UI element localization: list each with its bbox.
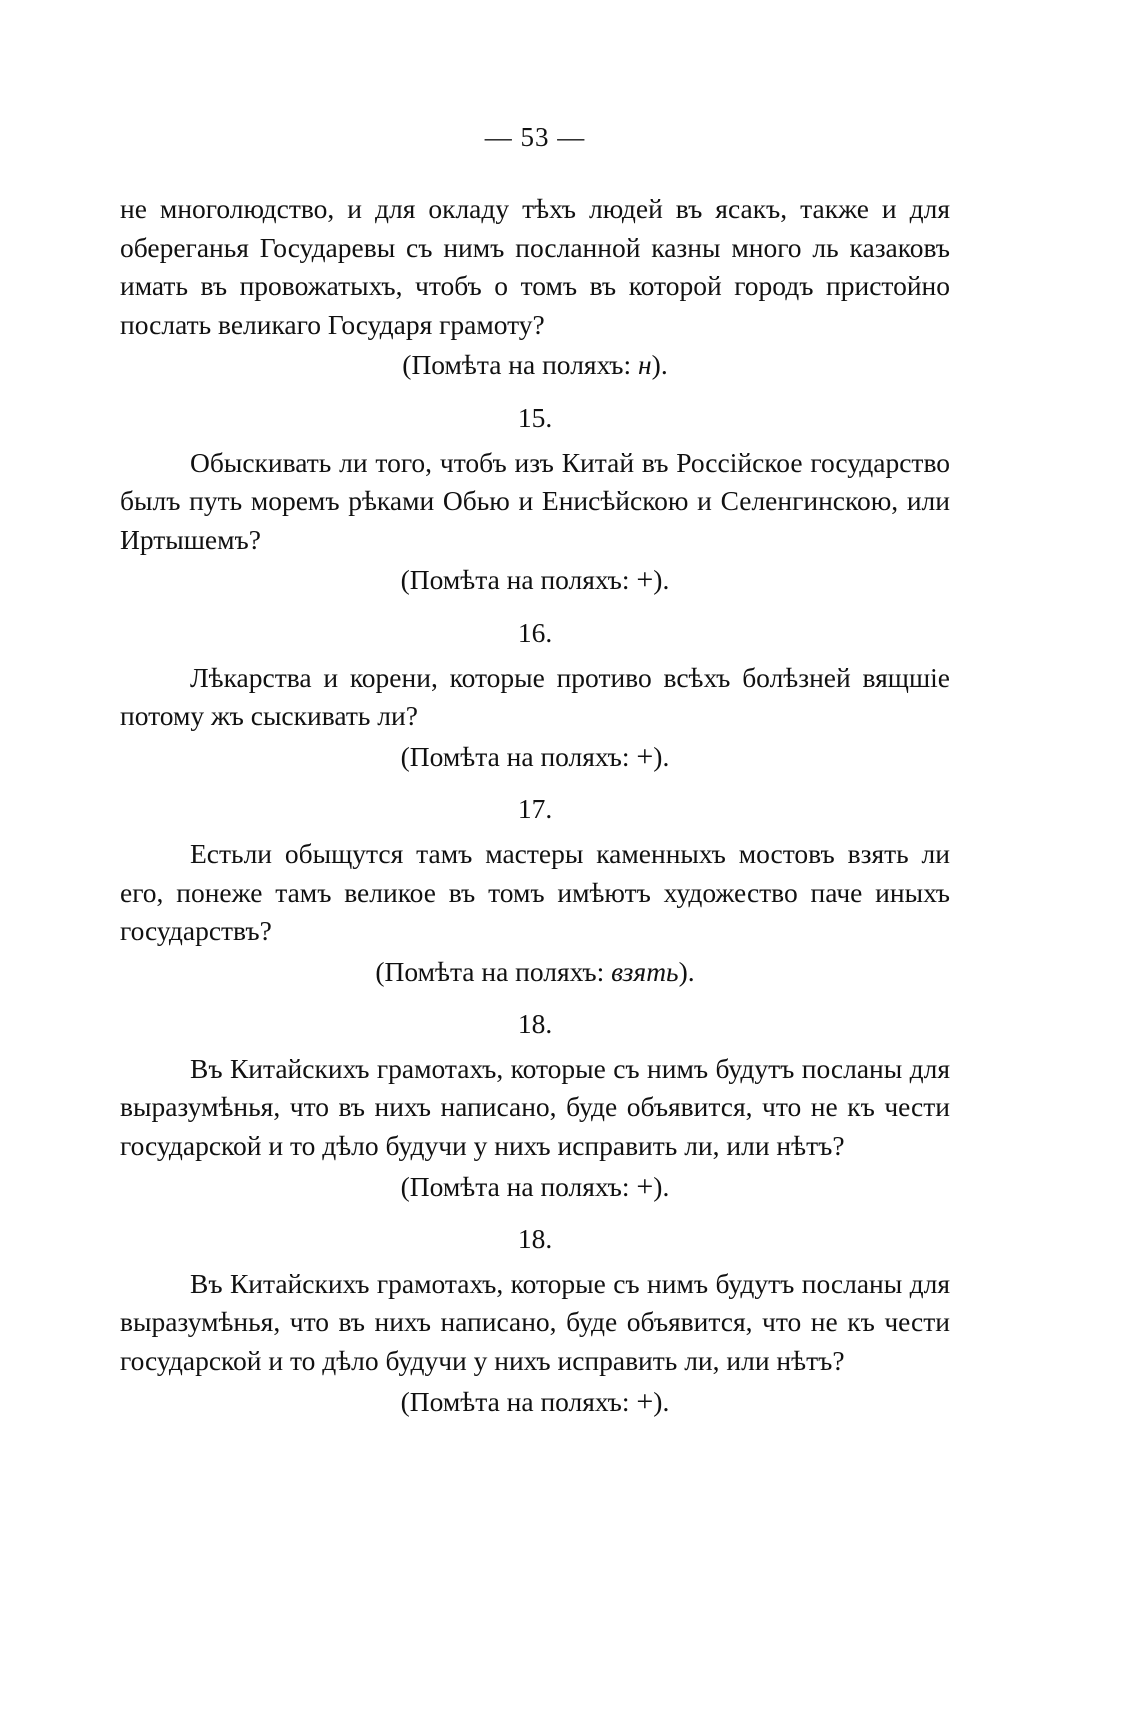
- margin-note: [120, 561, 950, 600]
- note-suffix: ).: [678, 955, 695, 987]
- section-number: 15.: [517, 401, 553, 433]
- cross-mark: +: [636, 739, 654, 773]
- section-paragraph: Обыскивать ли того, чтобъ изъ Китай въ Россійское государство былъ путь моремъ рѣками Обью и Енисѣйскою и Селенгинскою, или Иртышемъ?: [120, 446, 950, 555]
- note-prefix: (Помѣта на поляхъ:: [400, 564, 637, 596]
- note-suffix: ).: [653, 564, 670, 596]
- note-mark: взять: [611, 955, 679, 987]
- section-paragraph: Въ Китайскихъ грамотахъ, которые съ нимъ будутъ посланы для выразумѣнья, что въ нихъ написано, буде объявится, что не къ чести государской и то дѣло будучи у нихъ исправить ли, или нѣтъ?: [120, 1052, 950, 1162]
- section-number: 16.: [517, 616, 553, 648]
- note-suffix: ).: [651, 349, 668, 381]
- note-mark: н: [638, 349, 652, 381]
- page-number: — 53 —: [484, 122, 586, 152]
- margin-note: [120, 953, 950, 992]
- section-number: 17.: [517, 793, 553, 825]
- note-prefix: (Помѣта на поляхъ:: [400, 1170, 637, 1202]
- note-suffix: ).: [653, 1170, 670, 1202]
- margin-note: [120, 1168, 950, 1207]
- margin-note: [120, 738, 950, 777]
- cross-mark: +: [636, 563, 654, 597]
- margin-note: [120, 1383, 950, 1422]
- note-suffix: ).: [653, 740, 670, 772]
- section-paragraph: Въ Китайскихъ грамотахъ, которые съ нимъ будутъ посланы для выразумѣнья, что въ нихъ написано, буде объявится, что не къ чести государской и то дѣло будучи у нихъ исправить ли, или нѣтъ?: [120, 1267, 950, 1377]
- margin-note: [120, 346, 950, 385]
- page-body: [120, 190, 950, 1421]
- section-paragraph: Лѣкарства и корени, которые противо всѣхъ болѣзней вящшіе потому жъ сыскивать ли?: [120, 661, 950, 732]
- section-number: 18.: [517, 1008, 553, 1040]
- cross-mark: +: [636, 1169, 654, 1203]
- intro-paragraph: не многолюдство, и для окладу тѣхъ людей въ ясакъ, также и для обереганья Государевы съ нимъ посланной казны много ль казаковъ имать въ провожатыхъ, чтобъ о томъ въ которой городъ пристойно послать великаго Государя грамоту?: [120, 193, 950, 340]
- section-number: 18.: [517, 1223, 553, 1255]
- note-suffix: ).: [653, 1385, 670, 1417]
- section-paragraph: Естьли обыщутся тамъ мастеры каменныхъ мостовъ взять ли его, понеже тамъ великое въ томъ имѣютъ художество паче иныхъ государствъ?: [120, 837, 950, 947]
- note-prefix: (Помѣта на поляхъ:: [400, 1385, 637, 1417]
- cross-mark: +: [636, 1384, 654, 1418]
- note-prefix: (Помѣта на поляхъ:: [375, 955, 612, 987]
- note-prefix: (Помѣта на поляхъ:: [402, 349, 639, 381]
- note-prefix: (Помѣта на поляхъ:: [400, 740, 637, 772]
